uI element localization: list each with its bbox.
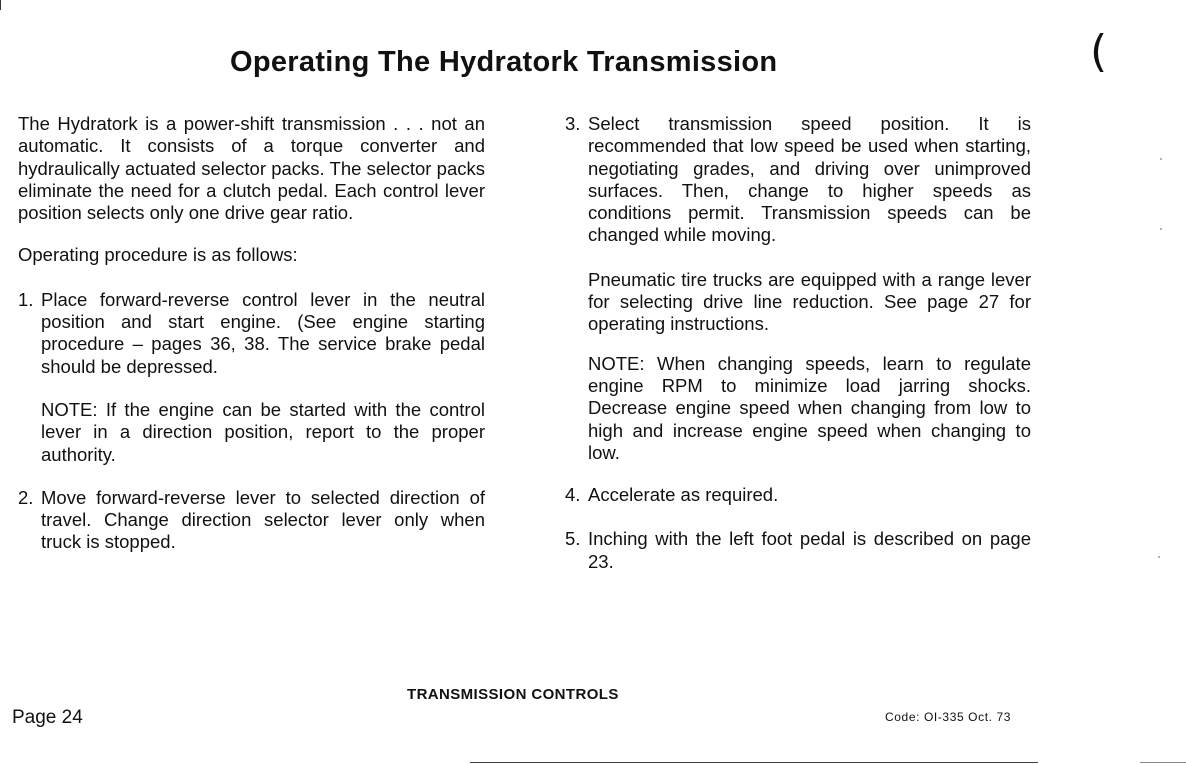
item-text: Move forward-reverse lever to selected direction of travel. Change direction selector lever only when truck is stopped. bbox=[41, 486, 485, 553]
item-text: Inching with the left foot pedal is described on page 23. bbox=[588, 528, 1031, 572]
item-body bbox=[41, 487, 485, 554]
list-item-3 bbox=[565, 113, 1031, 484]
item-number: 3. bbox=[565, 113, 581, 134]
bottom-rule-right bbox=[1140, 762, 1186, 763]
item-body bbox=[588, 484, 1031, 506]
left-column bbox=[18, 113, 485, 554]
list-item-4 bbox=[565, 484, 1031, 506]
list-item-1 bbox=[18, 289, 485, 487]
margin-parenthesis: ( bbox=[1090, 26, 1108, 77]
corner-mark bbox=[0, 0, 1, 10]
list-item-5 bbox=[565, 528, 1031, 573]
item-number: 4. bbox=[565, 484, 581, 506]
item-number: 2. bbox=[18, 486, 34, 508]
item-text: Place forward-reverse control lever in the neutral position and start engine. (See engine starting procedure – pages 36, 38. The service brake pedal should be depressed. bbox=[41, 288, 485, 377]
item-body bbox=[41, 289, 485, 487]
item-body bbox=[588, 113, 1031, 484]
note-paragraph: NOTE: When changing speeds, learn to regulate engine RPM to minimize load jarring shocks. Decrease engine speed when changing from low to high and increase engine speed when changing to low. bbox=[588, 352, 1031, 463]
range-lever-paragraph: Pneumatic tire trucks are equipped with a range lever for selecting drive line reduction. See page 27 for operating instructions. bbox=[588, 268, 1031, 335]
scan-speck bbox=[1160, 158, 1162, 160]
item-text: Accelerate as required. bbox=[588, 484, 779, 506]
procedure-heading: Operating procedure is as follows: bbox=[18, 244, 298, 266]
bottom-rule bbox=[470, 762, 1038, 763]
scan-speck bbox=[1158, 556, 1160, 558]
item-body bbox=[588, 528, 1031, 573]
page-number: Page 24 bbox=[12, 707, 83, 728]
note-paragraph: NOTE: If the engine can be started with the control lever in a direction position, report to the proper authority. bbox=[41, 398, 485, 465]
page-title: Operating The Hydratork Transmission bbox=[230, 46, 778, 78]
item-text: Select transmission speed position. It is recommended that low speed be used when starting, negotiating grades, and driving over unimproved surfaces. Then, change to higher speeds as conditions permit. Transmission speeds can be changed while moving. bbox=[588, 113, 1031, 246]
right-column bbox=[565, 113, 1031, 573]
item-number: 1. bbox=[18, 288, 34, 310]
item-number: 5. bbox=[565, 528, 581, 550]
list-item-2 bbox=[18, 487, 485, 554]
document-code: Code: OI-335 Oct. 73 bbox=[885, 710, 1012, 724]
scan-speck bbox=[1160, 228, 1162, 230]
intro-paragraph: The Hydratork is a power-shift transmission . . . not an automatic. It consists of a torque converter and hydraulically actuated selector packs. The selector packs eliminate the need for a clutch pedal. Each control lever position selects only one drive gear ratio. bbox=[18, 113, 485, 224]
section-footer: TRANSMISSION CONTROLS bbox=[407, 686, 619, 703]
